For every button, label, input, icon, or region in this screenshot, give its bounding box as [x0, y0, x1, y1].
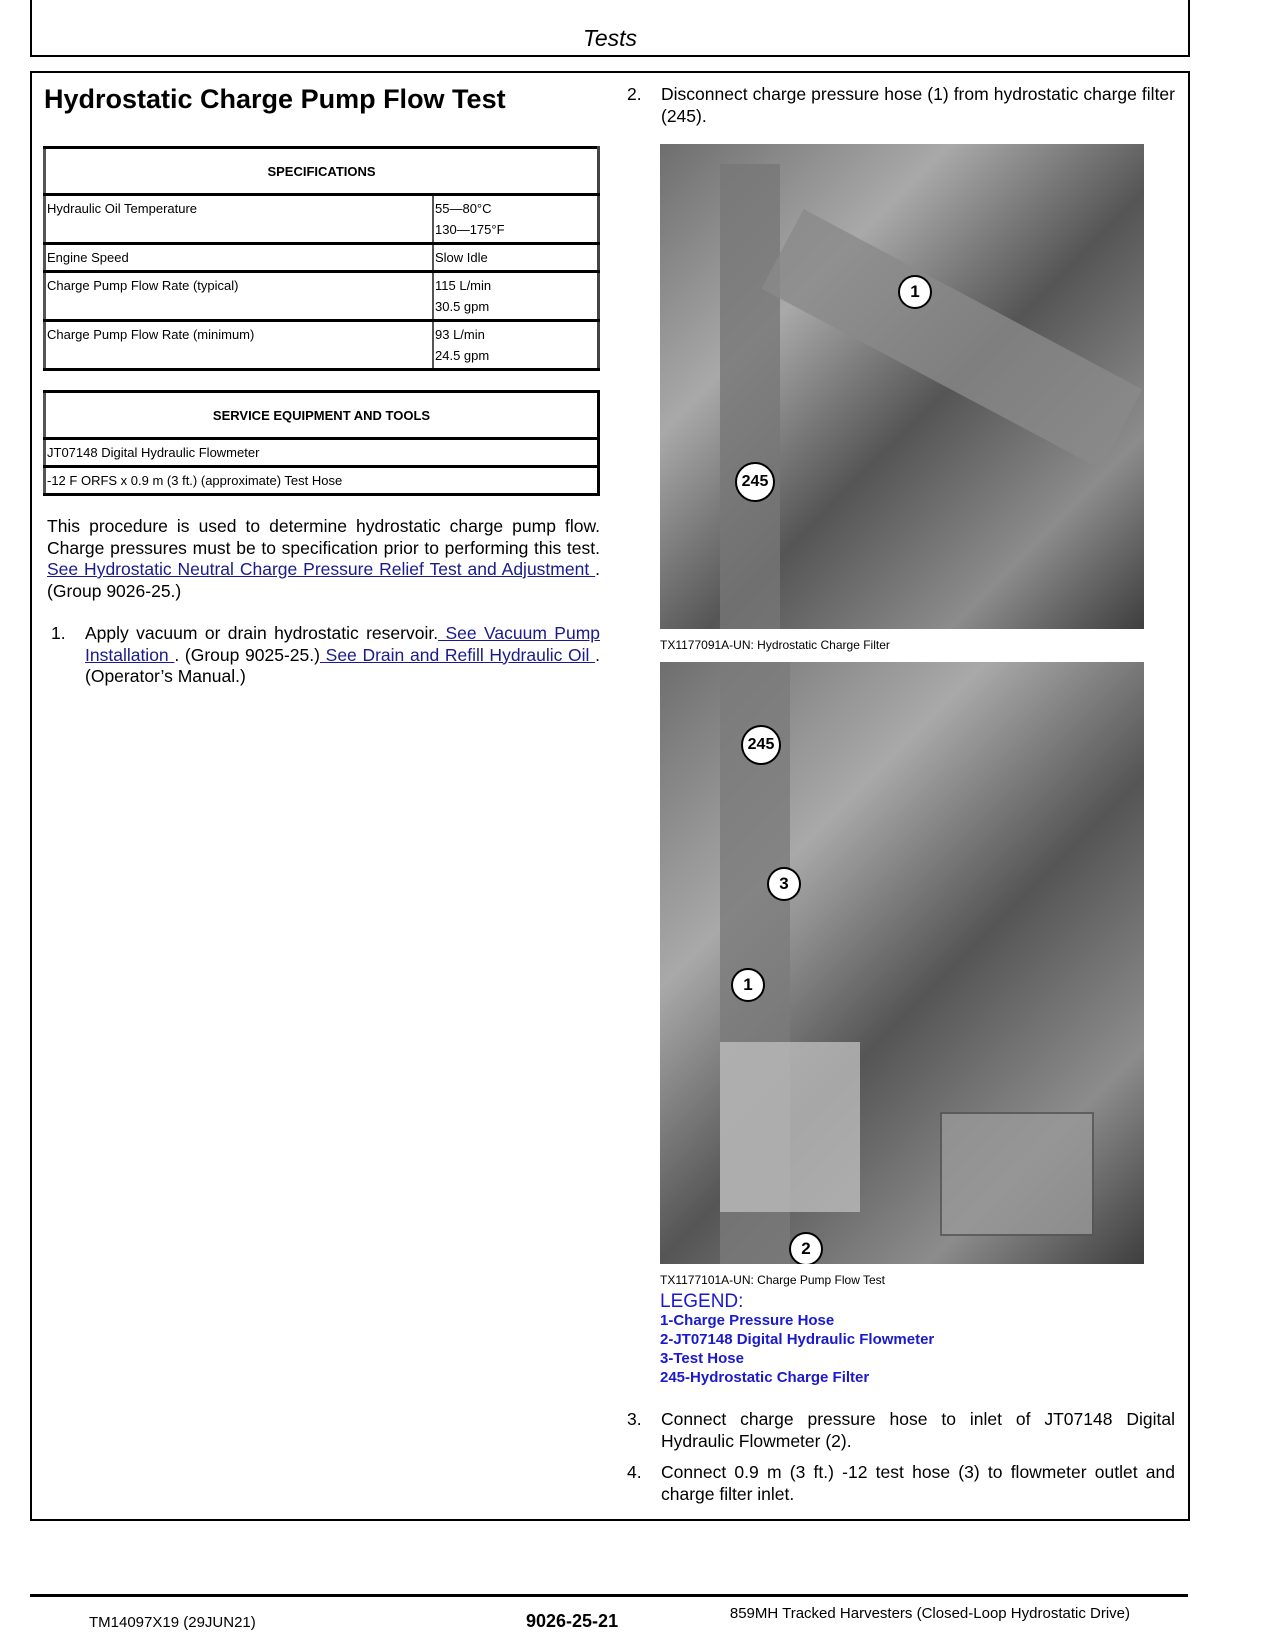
intro-paragraph: This procedure is used to determine hydrostatic charge pump flow. Charge pressures must be to specification prior to performing this test. See Hydrostatic Neutral Charge Pressure Relief Test and Adjustment . (Group 9026-25.): [47, 516, 600, 601]
spec-label: Charge Pump Flow Rate (typical): [45, 272, 434, 321]
step-3: 3. Connect charge pressure hose to inlet of JT07148 Digital Hydraulic Flowmeter (2).: [627, 1409, 1175, 1451]
legend-item: 3-Test Hose: [660, 1350, 744, 1367]
footer-page-number: 9026-25-21: [526, 1611, 619, 1631]
tools-table: [43, 390, 600, 496]
table-row: [45, 439, 599, 467]
drain-refill-link[interactable]: See Drain and Refill Hydraulic Oil: [319, 644, 596, 665]
table-row: [45, 195, 599, 244]
footer-product: 859MH Tracked Harvesters (Closed-Loop Hydrostatic Drive): [729, 1605, 1130, 1622]
legend-item: 2-JT07148 Digital Hydraulic Flowmeter: [660, 1331, 935, 1348]
figure-caption: TX1177091A-UN: Hydrostatic Charge Filter: [660, 638, 890, 652]
callout: 3: [767, 867, 801, 901]
vacuum-pump-link[interactable]: See Vacuum Pump Installation: [85, 623, 601, 665]
spec-label: Charge Pump Flow Rate (minimum): [45, 321, 434, 370]
spec-value: 93 L/min 24.5 gpm: [433, 321, 599, 370]
step-4: 4. Connect 0.9 m (3 ft.) -12 test hose (3) to flowmeter outlet and charge filter inlet.: [627, 1462, 1175, 1504]
callout: 245: [741, 725, 781, 765]
spec-value: 115 L/min 30.5 gpm: [433, 272, 599, 321]
callout: 1: [731, 968, 765, 1002]
legend-item: 1-Charge Pressure Hose: [660, 1312, 835, 1329]
specifications-table: [43, 146, 600, 371]
legend-heading: LEGEND:: [660, 1291, 744, 1312]
photo-charge-filter: [660, 144, 1144, 629]
tools-heading: SERVICE EQUIPMENT AND TOOLS: [212, 407, 431, 423]
spec-value: Slow Idle: [433, 244, 599, 272]
spec-value: 55—80°C 130—175°F: [433, 195, 599, 244]
header-box: [30, 0, 1190, 57]
table-row: [45, 321, 599, 370]
specifications-heading: SPECIFICATIONS: [267, 163, 376, 179]
footer-divider: [30, 1594, 1188, 1597]
table-row: [45, 272, 599, 321]
spec-label: Engine Speed: [45, 244, 434, 272]
figure-caption: TX1177101A-UN: Charge Pump Flow Test: [660, 1273, 885, 1287]
tool-item: JT07148 Digital Hydraulic Flowmeter: [45, 439, 599, 467]
callout: 2: [789, 1232, 823, 1264]
table-row: [45, 244, 599, 272]
spec-label: Hydraulic Oil Temperature: [45, 195, 434, 244]
photo-flow-test: [660, 662, 1144, 1264]
neutral-charge-link[interactable]: See Hydrostatic Neutral Charge Pressure Relief Test and Adjustment: [47, 559, 596, 579]
header-title: Tests: [582, 25, 638, 51]
table-row: [45, 467, 599, 495]
step-2: 2. Disconnect charge pressure hose (1) from hydrostatic charge filter (245).: [627, 84, 1175, 126]
legend-item: 245-Hydrostatic Charge Filter: [660, 1369, 870, 1386]
legend: [660, 1292, 934, 1387]
callout: 245: [735, 462, 775, 502]
page-title: Hydrostatic Charge Pump Flow Test: [44, 84, 506, 114]
tool-item: -12 F ORFS x 0.9 m (3 ft.) (approximate) Test Hose: [45, 467, 599, 495]
footer-doc-id: TM14097X19 (29JUN21): [89, 1614, 256, 1631]
step-1: 1. Apply vacuum or drain hydrostatic reservoir. See Vacuum Pump Installation . (Group 9025-25.) See Drain and Refill Hydraulic Oil . (Operator’s Manual.): [51, 623, 601, 686]
callout: 1: [898, 275, 932, 309]
